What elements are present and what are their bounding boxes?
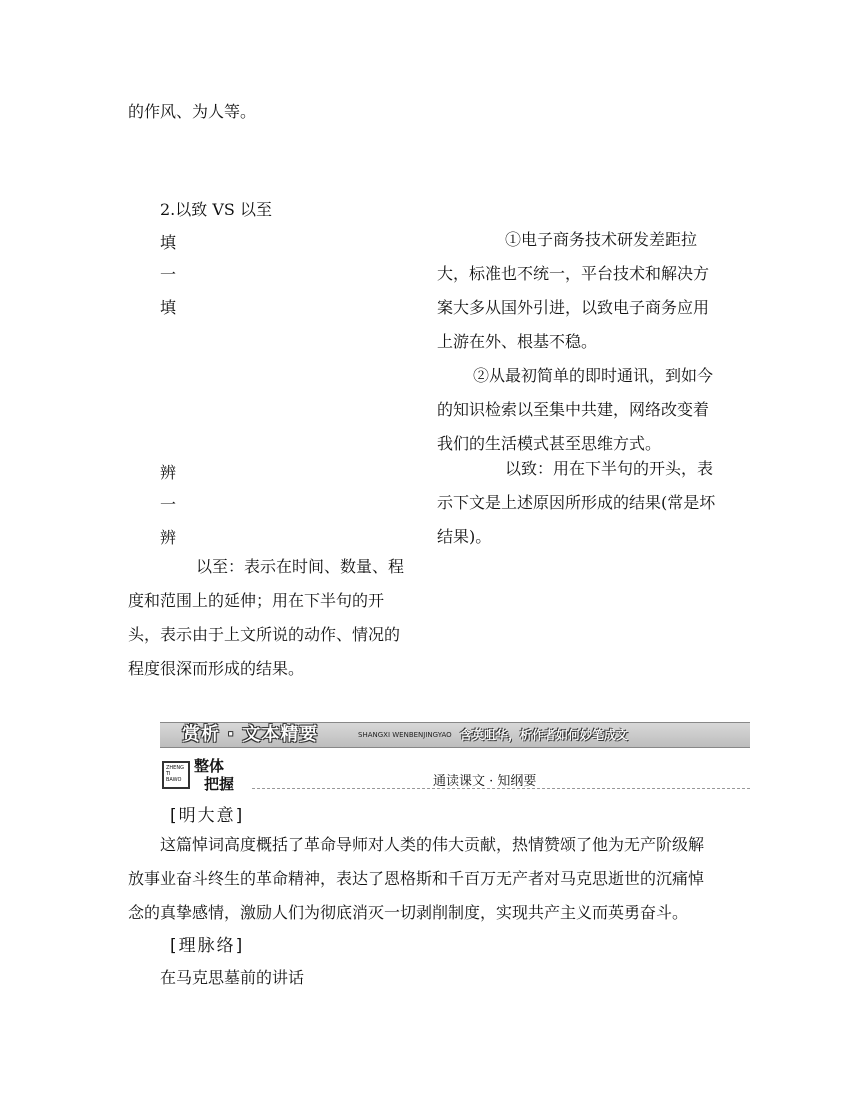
top-line: 的作风、为人等。	[128, 102, 257, 121]
sentence-line: 上游在外、根基不稳。	[437, 332, 598, 351]
distinguish-label-2: 一	[160, 495, 177, 514]
banner-title: 赏析 · 文本精要	[182, 724, 319, 745]
section-title: 2.以致 VS 以至	[160, 200, 272, 219]
structure-line: 在马克思墓前的讲话	[160, 968, 305, 987]
distinguish-label-1: 辨	[160, 463, 177, 482]
banner-slogan: 含英咀华，析作者如何妙笔成文	[460, 728, 629, 742]
paragraph-line: 念的真挚感情，激励人们为彻底消灭一切剥削制度，实现共产主义而英勇奋斗。	[128, 903, 689, 922]
fill-label-3: 填	[160, 298, 177, 317]
paragraph-line: 这篇悼词高度概括了革命导师对人类的伟大贡献，热情赞颂了他为无产阶级解	[160, 835, 705, 854]
sentence-line: ①电子商务技术研发差距拉	[505, 230, 698, 249]
yizhi2-explanation	[128, 550, 428, 686]
explain-line: 以至：表示在时间、数量、程	[196, 557, 405, 576]
yizhi-explanation	[437, 452, 737, 554]
zhengti-bawo-icon: ZHENG TI BAWO	[162, 761, 190, 789]
subsection-title-line2: 把握	[204, 775, 235, 793]
banner-pinyin: SHANGXI WENBENJINGYAO	[358, 731, 452, 739]
explain-line: 以致：用在下半句的开头，表	[505, 459, 714, 478]
explain-line: 度和范围上的延伸；用在下半句的开	[128, 591, 385, 610]
explain-line: 示下文是上述原因所形成的结果(常是坏	[437, 493, 716, 512]
explain-line: 结果)。	[437, 527, 492, 546]
explain-line: 程度很深而形成的结果。	[128, 659, 305, 678]
dotted-divider	[252, 788, 750, 789]
subsection-caption: 通读课文 · 知纲要	[433, 774, 537, 789]
sentence-line: ②从最初简单的即时通讯，到如今	[473, 366, 714, 385]
distinguish-label-3: 辨	[160, 528, 177, 547]
explain-line: 头，表示由于上文所说的动作、情况的	[128, 625, 401, 644]
main-idea-label: [明大意]	[170, 806, 245, 826]
sentence-line: 案大多从国外引进，以致电子商务应用	[437, 298, 710, 317]
subsection-title-line1: 整体	[194, 757, 225, 775]
section-banner	[160, 722, 750, 748]
main-idea-paragraph	[128, 828, 748, 930]
sentence-line: 大，标准也不统一，平台技术和解决方	[437, 264, 710, 283]
subsection-title	[194, 757, 234, 793]
paragraph-line: 放事业奋斗终生的革命精神，表达了恩格斯和千百万无产者对马克思逝世的沉痛悼	[128, 869, 705, 888]
structure-label: [理脉络]	[170, 936, 245, 956]
example-sentences	[437, 223, 737, 461]
sentence-line: 的知识检索以至集中共建，网络改变着	[437, 400, 710, 419]
fill-label-1: 填	[160, 233, 177, 252]
sentence-line: 我们的生活模式甚至思维方式。	[437, 434, 662, 453]
fill-label-2: 一	[160, 265, 177, 284]
